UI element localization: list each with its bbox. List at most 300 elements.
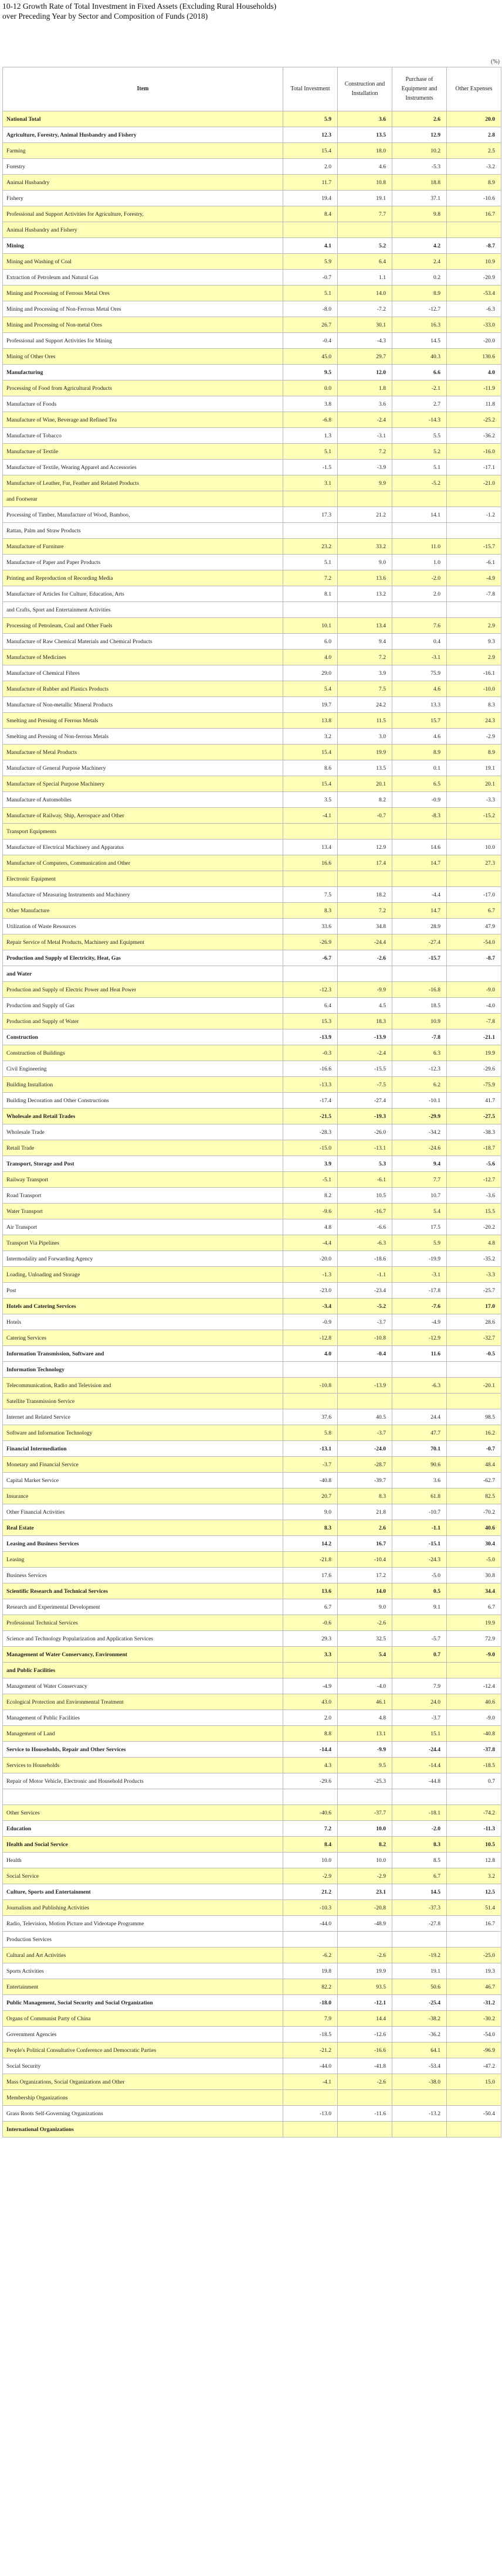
- cell-construction-installation: 13.6: [338, 570, 392, 586]
- cell-equipment-purchase: -37.3: [392, 1900, 447, 1916]
- row-label: Management of Water Conservancy: [3, 1678, 283, 1694]
- cell-total-investment: -12.8: [283, 1330, 338, 1346]
- table-row: [3, 1837, 501, 1853]
- cell-construction-installation: -3.9: [338, 460, 392, 475]
- cell-total-investment: 7.5: [283, 887, 338, 903]
- table-row: [3, 1583, 501, 1599]
- cell-total-investment: -44.0: [283, 1916, 338, 1932]
- header-equipment-purchase: Purchase of Equipment and Instruments: [392, 67, 447, 111]
- cell-construction-installation: 8.3: [338, 1488, 392, 1504]
- cell-other-expenses: 15.5: [447, 1204, 501, 1219]
- cell-total-investment: 14.2: [283, 1536, 338, 1552]
- table-row: [3, 222, 501, 238]
- cell-other-expenses: 16.2: [447, 1425, 501, 1441]
- cell-equipment-purchase: -0.9: [392, 792, 447, 808]
- table-row: [3, 1109, 501, 1124]
- cell-total-investment: 13.4: [283, 840, 338, 855]
- cell-other-expenses: 10.5: [447, 1837, 501, 1853]
- row-label: Manufacture of Measuring Instruments and Machinery: [3, 887, 283, 903]
- cell-total-investment: 10.1: [283, 618, 338, 634]
- cell-total-investment: 7.2: [283, 1821, 338, 1837]
- cell-construction-installation: 12.9: [338, 840, 392, 855]
- cell-other-expenses: -75.9: [447, 1077, 501, 1093]
- cell-equipment-purchase: -2.0: [392, 570, 447, 586]
- cell-total-investment: 1.3: [283, 428, 338, 444]
- row-label: Social Security: [3, 2058, 283, 2074]
- row-label: Railway Transport: [3, 1172, 283, 1188]
- cell-equipment-purchase: 50.6: [392, 1979, 447, 1995]
- cell-other-expenses: -47.2: [447, 2058, 501, 2074]
- row-label: Manufacture of General Purpose Machinery: [3, 760, 283, 776]
- row-label: Wholesale Trade: [3, 1124, 283, 1140]
- table-row: [3, 2011, 501, 2027]
- table-row: [3, 1758, 501, 1773]
- cell-total-investment: 19.8: [283, 1963, 338, 1979]
- cell-equipment-purchase: -24.6: [392, 1140, 447, 1156]
- cell-construction-installation: -2.4: [338, 412, 392, 428]
- cell-total-investment: 26.7: [283, 317, 338, 333]
- cell-other-expenses: 98.5: [447, 1409, 501, 1425]
- cell-construction-installation: -24.0: [338, 1441, 392, 1457]
- row-label: Construction: [3, 1029, 283, 1045]
- table-row: [3, 1979, 501, 1995]
- cell-construction-installation: -18.6: [338, 1251, 392, 1267]
- cell-other-expenses: 27.3: [447, 855, 501, 871]
- row-label: Production and Supply of Electric Power and Heat Power: [3, 982, 283, 998]
- cell-other-expenses: 19.9: [447, 1615, 501, 1631]
- cell-construction-installation: -6.3: [338, 1235, 392, 1251]
- cell-other-expenses: -38.3: [447, 1124, 501, 1140]
- cell-total-investment: -9.6: [283, 1204, 338, 1219]
- cell-other-expenses: 4.8: [447, 1235, 501, 1251]
- cell-total-investment: [283, 1932, 338, 1948]
- cell-construction-installation: -39.7: [338, 1473, 392, 1488]
- cell-equipment-purchase: -3.7: [392, 1710, 447, 1726]
- cell-construction-installation: 46.1: [338, 1694, 392, 1710]
- cell-construction-installation: -4.3: [338, 333, 392, 349]
- cell-other-expenses: -5.6: [447, 1156, 501, 1172]
- cell-construction-installation: [338, 966, 392, 982]
- table-row: [3, 206, 501, 222]
- cell-other-expenses: [447, 1362, 501, 1378]
- row-label: Hotels and Catering Services: [3, 1299, 283, 1314]
- cell-total-investment: [283, 222, 338, 238]
- cell-equipment-purchase: 18.8: [392, 175, 447, 191]
- cell-other-expenses: -17.1: [447, 460, 501, 475]
- cell-total-investment: 10.0: [283, 1853, 338, 1868]
- cell-other-expenses: -9.0: [447, 982, 501, 998]
- cell-total-investment: [283, 966, 338, 982]
- table-row: [3, 301, 501, 317]
- cell-total-investment: 23.2: [283, 539, 338, 555]
- cell-other-expenses: -12.4: [447, 1678, 501, 1694]
- row-label: Production and Supply of Water: [3, 1014, 283, 1029]
- cell-total-investment: -4.1: [283, 2074, 338, 2090]
- cell-total-investment: 2.0: [283, 1710, 338, 1726]
- cell-construction-installation: 10.0: [338, 1821, 392, 1837]
- table-row: [3, 523, 501, 539]
- cell-other-expenses: -0.7: [447, 1441, 501, 1457]
- cell-equipment-purchase: 15.7: [392, 713, 447, 729]
- cell-construction-installation: 5.4: [338, 1647, 392, 1663]
- cell-equipment-purchase: -24.4: [392, 1742, 447, 1758]
- cell-construction-installation: -2.9: [338, 1868, 392, 1884]
- cell-total-investment: 3.8: [283, 396, 338, 412]
- table-row: [3, 982, 501, 998]
- cell-construction-installation: -7.2: [338, 301, 392, 317]
- cell-construction-installation: -11.6: [338, 2106, 392, 2122]
- cell-construction-installation: 8.2: [338, 1837, 392, 1853]
- cell-equipment-purchase: [392, 1615, 447, 1631]
- cell-total-investment: 15.4: [283, 745, 338, 760]
- cell-other-expenses: 16.7: [447, 206, 501, 222]
- cell-total-investment: 13.8: [283, 713, 338, 729]
- cell-total-investment: -14.4: [283, 1742, 338, 1758]
- cell-equipment-purchase: -38.0: [392, 2074, 447, 2090]
- cell-other-expenses: -3.3: [447, 1267, 501, 1283]
- cell-total-investment: 33.6: [283, 919, 338, 934]
- row-label: Manufacture of Paper and Paper Products: [3, 555, 283, 570]
- table-row: [3, 1884, 501, 1900]
- cell-other-expenses: [447, 871, 501, 887]
- cell-equipment-purchase: 5.4: [392, 1204, 447, 1219]
- cell-construction-installation: -0.4: [338, 1346, 392, 1362]
- table-row: [3, 2090, 501, 2106]
- cell-construction-installation: 13.5: [338, 127, 392, 143]
- cell-total-investment: 9.5: [283, 365, 338, 380]
- cell-other-expenses: -16.1: [447, 665, 501, 681]
- cell-construction-installation: 4.6: [338, 159, 392, 175]
- cell-construction-installation: 13.1: [338, 1726, 392, 1742]
- row-label: Manufacture of Electrical Machinery and Apparatus: [3, 840, 283, 855]
- table-row: [3, 824, 501, 840]
- row-label: Professional and Support Activities for Agriculture, Forestry,: [3, 206, 283, 222]
- table-row: [3, 175, 501, 191]
- cell-other-expenses: 8.3: [447, 697, 501, 713]
- row-label: and Crafts, Sport and Entertainment Activities: [3, 602, 283, 618]
- cell-total-investment: 0.0: [283, 380, 338, 396]
- cell-other-expenses: -29.6: [447, 1061, 501, 1077]
- table-row: [3, 1346, 501, 1362]
- row-label: Grass Roots Self-Governing Organizations: [3, 2106, 283, 2122]
- cell-total-investment: 4.0: [283, 1346, 338, 1362]
- cell-construction-installation: 18.3: [338, 1014, 392, 1029]
- cell-construction-installation: 32.5: [338, 1631, 392, 1647]
- table-row: [3, 681, 501, 697]
- cell-total-investment: 12.3: [283, 127, 338, 143]
- row-label: Manufacture of Special Purpose Machinery: [3, 776, 283, 792]
- cell-construction-installation: [338, 1362, 392, 1378]
- cell-total-investment: -17.4: [283, 1093, 338, 1109]
- cell-construction-installation: -37.7: [338, 1805, 392, 1821]
- data-table: [2, 67, 501, 2137]
- row-label: Loading, Unloading and Storage: [3, 1267, 283, 1283]
- cell-construction-installation: [338, 1394, 392, 1409]
- cell-total-investment: 43.0: [283, 1694, 338, 1710]
- table-row: [3, 127, 501, 143]
- cell-other-expenses: -17.0: [447, 887, 501, 903]
- table-row: [3, 333, 501, 349]
- cell-other-expenses: -7.8: [447, 586, 501, 602]
- cell-other-expenses: [447, 602, 501, 618]
- cell-other-expenses: -31.2: [447, 1995, 501, 2011]
- cell-construction-installation: 10.8: [338, 175, 392, 191]
- table-body: [3, 111, 501, 2137]
- cell-other-expenses: -54.0: [447, 934, 501, 950]
- unit-label: (%): [491, 59, 500, 65]
- cell-construction-installation: -9.9: [338, 982, 392, 998]
- row-label: Other Financial Activities: [3, 1504, 283, 1520]
- cell-total-investment: [283, 523, 338, 539]
- cell-construction-installation: 9.0: [338, 1599, 392, 1615]
- cell-other-expenses: -25.0: [447, 1948, 501, 1963]
- cell-equipment-purchase: 6.5: [392, 776, 447, 792]
- table-row: [3, 2027, 501, 2043]
- cell-construction-installation: -15.5: [338, 1061, 392, 1077]
- cell-construction-installation: -41.8: [338, 2058, 392, 2074]
- cell-equipment-purchase: [392, 1932, 447, 1948]
- table-row: [3, 1330, 501, 1346]
- cell-equipment-purchase: -7.8: [392, 1029, 447, 1045]
- cell-construction-installation: 23.1: [338, 1884, 392, 1900]
- cell-total-investment: -13.3: [283, 1077, 338, 1093]
- row-label: Culture, Sports and Entertainment: [3, 1884, 283, 1900]
- cell-total-investment: 29.3: [283, 1631, 338, 1647]
- cell-equipment-purchase: 16.3: [392, 317, 447, 333]
- cell-other-expenses: -20.0: [447, 333, 501, 349]
- cell-total-investment: -1.3: [283, 1267, 338, 1283]
- cell-total-investment: -21.8: [283, 1552, 338, 1568]
- table-row: [3, 270, 501, 286]
- cell-other-expenses: -11.3: [447, 1821, 501, 1837]
- cell-construction-installation: -3.7: [338, 1425, 392, 1441]
- cell-total-investment: 11.7: [283, 175, 338, 191]
- cell-equipment-purchase: 14.5: [392, 333, 447, 349]
- cell-equipment-purchase: -3.1: [392, 650, 447, 665]
- cell-other-expenses: -8.7: [447, 238, 501, 254]
- cell-total-investment: 15.4: [283, 776, 338, 792]
- cell-construction-installation: 4.5: [338, 998, 392, 1014]
- cell-other-expenses: [447, 491, 501, 507]
- table-row: [3, 1647, 501, 1663]
- row-label: Wholesale and Retail Trades: [3, 1109, 283, 1124]
- row-label: Rattan, Palm and Straw Products: [3, 523, 283, 539]
- cell-other-expenses: 72.9: [447, 1631, 501, 1647]
- table-row: [3, 555, 501, 570]
- table-row: [3, 1932, 501, 1948]
- cell-total-investment: 9.0: [283, 1504, 338, 1520]
- cell-total-investment: 5.4: [283, 681, 338, 697]
- row-label: Capital Market Service: [3, 1473, 283, 1488]
- row-label: Printing and Reproduction of Recording Media: [3, 570, 283, 586]
- cell-equipment-purchase: 17.5: [392, 1219, 447, 1235]
- cell-total-investment: -4.9: [283, 1678, 338, 1694]
- cell-total-investment: 5.9: [283, 254, 338, 270]
- cell-equipment-purchase: 9.8: [392, 206, 447, 222]
- cell-construction-installation: 1.1: [338, 270, 392, 286]
- cell-total-investment: -0.7: [283, 270, 338, 286]
- row-label: Professional and Support Activities for Mining: [3, 333, 283, 349]
- cell-total-investment: 6.4: [283, 998, 338, 1014]
- cell-total-investment: 3.1: [283, 475, 338, 491]
- cell-other-expenses: -20.9: [447, 270, 501, 286]
- cell-equipment-purchase: 5.1: [392, 460, 447, 475]
- table-row: [3, 1789, 501, 1805]
- cell-construction-installation: 5.3: [338, 1156, 392, 1172]
- cell-construction-installation: 3.0: [338, 729, 392, 745]
- cell-other-expenses: 8.9: [447, 745, 501, 760]
- cell-construction-installation: -19.3: [338, 1109, 392, 1124]
- row-label: People's Political Consultative Conference and Democratic Parties: [3, 2043, 283, 2058]
- cell-construction-installation: 3.6: [338, 111, 392, 127]
- table-row: [3, 1156, 501, 1172]
- cell-other-expenses: 10.0: [447, 840, 501, 855]
- cell-other-expenses: [447, 824, 501, 840]
- row-label: Manufacture of Furniture: [3, 539, 283, 555]
- cell-equipment-purchase: -10.7: [392, 1504, 447, 1520]
- table-row: [3, 887, 501, 903]
- table-row: [3, 2074, 501, 2090]
- row-label: Manufacture of Leather, Fur, Feather and Related Products: [3, 475, 283, 491]
- cell-construction-installation: -12.6: [338, 2027, 392, 2043]
- cell-other-expenses: [447, 966, 501, 982]
- cell-equipment-purchase: 6.3: [392, 1045, 447, 1061]
- cell-total-investment: 7.9: [283, 2011, 338, 2027]
- cell-construction-installation: 7.2: [338, 650, 392, 665]
- cell-construction-installation: 14.0: [338, 286, 392, 301]
- cell-construction-installation: 93.5: [338, 1979, 392, 1995]
- cell-equipment-purchase: 4.6: [392, 681, 447, 697]
- row-label: Ecological Protection and Environmental Treatment: [3, 1694, 283, 1710]
- cell-equipment-purchase: 75.9: [392, 665, 447, 681]
- cell-total-investment: 7.2: [283, 570, 338, 586]
- cell-equipment-purchase: -17.8: [392, 1283, 447, 1299]
- table-row: [3, 191, 501, 206]
- row-label: Business Services: [3, 1568, 283, 1583]
- cell-equipment-purchase: 0.1: [392, 760, 447, 776]
- cell-other-expenses: -3.2: [447, 159, 501, 175]
- cell-total-investment: 8.4: [283, 1837, 338, 1853]
- cell-equipment-purchase: -13.2: [392, 2106, 447, 2122]
- cell-equipment-purchase: 1.0: [392, 555, 447, 570]
- cell-equipment-purchase: -4.9: [392, 1314, 447, 1330]
- cell-other-expenses: -53.4: [447, 286, 501, 301]
- cell-other-expenses: -3.6: [447, 1188, 501, 1204]
- table-row: [3, 1599, 501, 1615]
- table-row: [3, 539, 501, 555]
- cell-equipment-purchase: 18.5: [392, 998, 447, 1014]
- cell-other-expenses: -7.8: [447, 1014, 501, 1029]
- cell-other-expenses: 46.7: [447, 1979, 501, 1995]
- row-label: Water Transport: [3, 1204, 283, 1219]
- cell-construction-installation: -2.6: [338, 2074, 392, 2090]
- cell-equipment-purchase: -2.1: [392, 380, 447, 396]
- row-label: Entertainment: [3, 1979, 283, 1995]
- cell-construction-installation: -3.7: [338, 1314, 392, 1330]
- table-row: [3, 1314, 501, 1330]
- cell-other-expenses: -70.2: [447, 1504, 501, 1520]
- cell-equipment-purchase: [392, 2122, 447, 2137]
- row-label: Repair of Motor Vehicle, Electronic and Household Products: [3, 1773, 283, 1789]
- cell-equipment-purchase: 12.9: [392, 127, 447, 143]
- row-label: Government Agencies: [3, 2027, 283, 2043]
- cell-equipment-purchase: 90.6: [392, 1457, 447, 1473]
- cell-construction-installation: -28.7: [338, 1457, 392, 1473]
- row-label: Mining and Processing of Non-metal Ores: [3, 317, 283, 333]
- cell-other-expenses: 2.9: [447, 650, 501, 665]
- table-row: [3, 1362, 501, 1378]
- cell-construction-installation: 40.5: [338, 1409, 392, 1425]
- row-label: Internet and Related Service: [3, 1409, 283, 1425]
- row-label: Building Decoration and Other Constructions: [3, 1093, 283, 1109]
- row-label: Manufacture of Chemical Fibres: [3, 665, 283, 681]
- row-label: Manufacture of Tobacco: [3, 428, 283, 444]
- row-label: Construction of Buildings: [3, 1045, 283, 1061]
- cell-equipment-purchase: 5.9: [392, 1235, 447, 1251]
- cell-total-investment: 5.1: [283, 286, 338, 301]
- row-label: Financial Intermediation: [3, 1441, 283, 1457]
- cell-other-expenses: [447, 2122, 501, 2137]
- cell-other-expenses: -50.4: [447, 2106, 501, 2122]
- cell-construction-installation: -5.2: [338, 1299, 392, 1314]
- cell-construction-installation: 11.5: [338, 713, 392, 729]
- table-row: [3, 1473, 501, 1488]
- cell-equipment-purchase: -1.1: [392, 1520, 447, 1536]
- cell-equipment-purchase: [392, 824, 447, 840]
- row-label: [3, 1789, 283, 1805]
- cell-total-investment: -3.4: [283, 1299, 338, 1314]
- cell-construction-installation: 20.1: [338, 776, 392, 792]
- table-row: [3, 238, 501, 254]
- cell-equipment-purchase: 10.9: [392, 1014, 447, 1029]
- cell-other-expenses: 2.8: [447, 127, 501, 143]
- table-row: [3, 1520, 501, 1536]
- table-row: [3, 1124, 501, 1140]
- cell-construction-installation: -25.3: [338, 1773, 392, 1789]
- row-label: National Total: [3, 111, 283, 127]
- row-label: Air Transport: [3, 1219, 283, 1235]
- cell-equipment-purchase: 7.9: [392, 1678, 447, 1694]
- cell-construction-installation: [338, 1663, 392, 1678]
- row-label: Insurance: [3, 1488, 283, 1504]
- cell-construction-installation: 14.4: [338, 2011, 392, 2027]
- cell-total-investment: 6.0: [283, 634, 338, 650]
- table-row: [3, 1995, 501, 2011]
- cell-equipment-purchase: -5.7: [392, 1631, 447, 1647]
- cell-equipment-purchase: 24.4: [392, 1409, 447, 1425]
- table-row: [3, 840, 501, 855]
- cell-equipment-purchase: 4.2: [392, 238, 447, 254]
- cell-other-expenses: -15.2: [447, 808, 501, 824]
- cell-construction-installation: 19.9: [338, 745, 392, 760]
- table-row: [3, 460, 501, 475]
- cell-total-investment: 3.5: [283, 792, 338, 808]
- table-row: [3, 1425, 501, 1441]
- cell-equipment-purchase: -6.3: [392, 1378, 447, 1394]
- row-label: Mining: [3, 238, 283, 254]
- row-label: Manufacture of Textile: [3, 444, 283, 460]
- cell-construction-installation: [338, 1789, 392, 1805]
- cell-construction-installation: -2.6: [338, 1948, 392, 1963]
- cell-total-investment: 8.4: [283, 206, 338, 222]
- cell-total-investment: -13.0: [283, 2106, 338, 2122]
- cell-equipment-purchase: [392, 602, 447, 618]
- cell-other-expenses: -27.5: [447, 1109, 501, 1124]
- cell-construction-installation: -2.4: [338, 1045, 392, 1061]
- cell-equipment-purchase: -7.6: [392, 1299, 447, 1314]
- cell-equipment-purchase: 0.4: [392, 634, 447, 650]
- cell-other-expenses: -25.7: [447, 1283, 501, 1299]
